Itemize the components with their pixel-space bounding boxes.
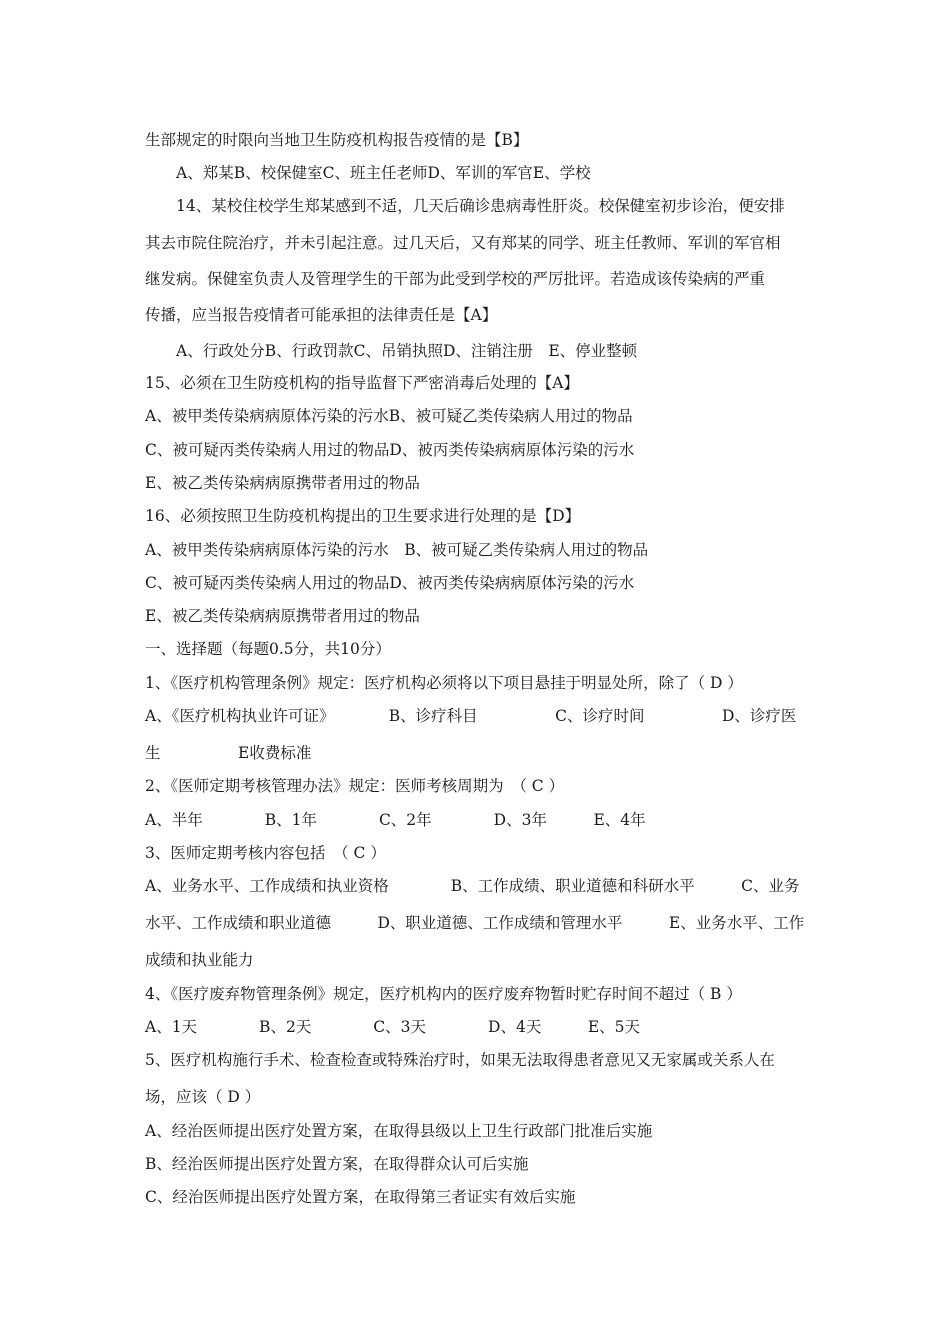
section-heading: 一、选择题（每题0.5分，共10分） xyxy=(145,640,391,658)
text-line: 场，应该（ D ） xyxy=(145,1088,261,1106)
text-line: 14、某校住校学生郑某感到不适，几天后确诊患病毒性肝炎。校保健室初步诊治，便安排 xyxy=(176,197,785,215)
text-line: A、被甲类传染病病原体污染的污水B、被可疑乙类传染病人用过的物品 xyxy=(145,407,633,425)
text-line: A、郑某B、校保健室C、班主任老师D、军训的军官E、学校 xyxy=(176,164,591,182)
text-line: 1、《医疗机构管理条例》规定：医疗机构必须将以下项目悬挂于明显处所，除了（ D ） xyxy=(145,674,743,692)
text-line: C、被可疑丙类传染病人用过的物品D、被丙类传染病病原体污染的污水 xyxy=(145,441,635,459)
text-line: 2、《医师定期考核管理办法》规定：医师考核周期为 （ C ） xyxy=(145,777,565,795)
text-line: 3、医师定期考核内容包括 （ C ） xyxy=(145,844,386,862)
text-line: E、被乙类传染病病原携带者用过的物品 xyxy=(145,607,420,625)
text-line: A、被甲类传染病病原体污染的污水 B、被可疑乙类传染病人用过的物品 xyxy=(145,541,649,559)
text-line: 5、医疗机构施行手术、检查检查或特殊治疗时，如果无法取得患者意见又无家属或关系人在 xyxy=(145,1051,775,1069)
text-line: 传播，应当报告疫情者可能承担的法律责任是【A】 xyxy=(145,306,498,324)
text-line: 15、必须在卫生防疫机构的指导监督下严密消毒后处理的【A】 xyxy=(145,374,579,392)
text-line: A、半年 B、1年 C、2年 D、3年 E、4年 xyxy=(145,811,646,829)
text-line: 生 E收费标准 xyxy=(145,744,312,762)
text-line: 其去市院住院治疗，并未引起注意。过几天后，又有郑某的同学、班主任教师、军训的军官相 xyxy=(145,234,781,252)
text-line: A、1天 B、2天 C、3天 D、4天 E、5天 xyxy=(145,1018,640,1036)
text-line: 生部规定的时限向当地卫生防疫机构报告疫情的是【B】 xyxy=(145,131,529,149)
text-line: A、《医疗机构执业许可证》 B、诊疗科目 C、诊疗时间 D、诊疗医 xyxy=(145,707,797,725)
text-line: 4、《医疗废弃物管理条例》规定，医疗机构内的医疗废弃物暂时贮存时间不超过（ B ） xyxy=(145,985,742,1003)
text-line: 16、必须按照卫生防疫机构提出的卫生要求进行处理的是【D】 xyxy=(145,507,581,525)
text-line: C、经治医师提出医疗处置方案，在取得第三者证实有效后实施 xyxy=(145,1188,576,1206)
text-line: A、业务水平、工作成绩和执业资格 B、工作成绩、职业道德和科研水平 C、业务 xyxy=(145,877,800,895)
text-line: E、被乙类传染病病原携带者用过的物品 xyxy=(145,474,420,492)
text-line: 成绩和执业能力 xyxy=(145,951,254,969)
text-line: C、被可疑丙类传染病人用过的物品D、被丙类传染病病原体污染的污水 xyxy=(145,574,635,592)
text-line: 继发病。保健室负责人及管理学生的干部为此受到学校的严厉批评。若造成该传染病的严重 xyxy=(145,270,766,288)
text-line: 水平、工作成绩和职业道德 D、职业道德、工作成绩和管理水平 E、业务水平、工作 xyxy=(145,914,805,932)
text-line: B、经治医师提出医疗处置方案，在取得群众认可后实施 xyxy=(145,1155,529,1173)
text-line: A、经治医师提出医疗处置方案，在取得县级以上卫生行政部门批准后实施 xyxy=(145,1122,653,1140)
text-line: A、行政处分B、行政罚款C、吊销执照D、注销注册 E、停业整顿 xyxy=(176,342,638,360)
